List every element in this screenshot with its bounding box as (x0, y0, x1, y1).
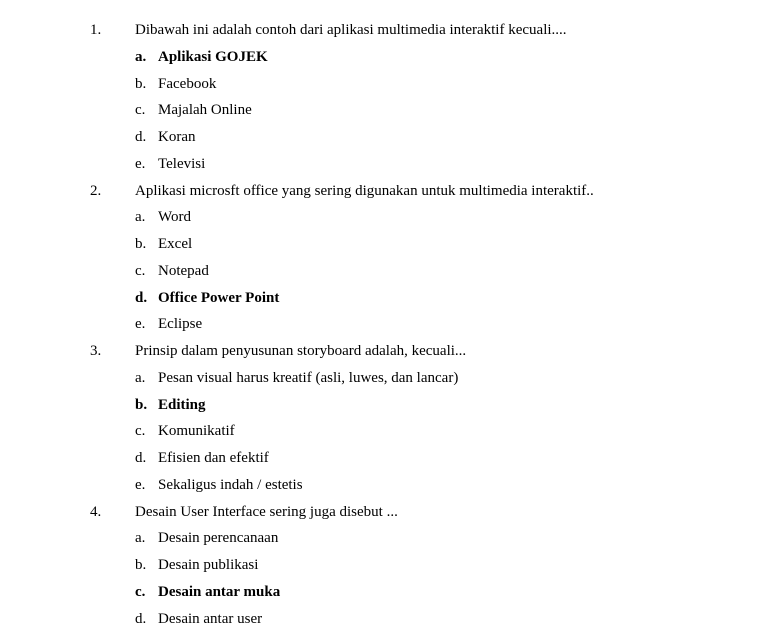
option-letter: c. (135, 579, 145, 606)
option-text: Facebook (158, 71, 216, 98)
option-letter: e. (135, 311, 145, 338)
option-1a (0, 44, 768, 71)
question-4 (0, 499, 768, 526)
option-4c (0, 579, 768, 606)
option-1e (0, 151, 768, 178)
option-letter: c. (135, 97, 145, 124)
option-text: Televisi (158, 151, 205, 178)
option-4d (0, 606, 768, 632)
option-letter: b. (135, 231, 146, 258)
option-4b (0, 552, 768, 579)
option-3c (0, 418, 768, 445)
option-text: Desain perencanaan (158, 525, 278, 552)
option-3a (0, 365, 768, 392)
option-3b (0, 392, 768, 419)
option-2b (0, 231, 768, 258)
option-letter: a. (135, 44, 146, 71)
question-2 (0, 178, 768, 205)
option-text: Komunikatif (158, 418, 235, 445)
option-text: Desain antar muka (158, 579, 280, 606)
option-letter: a. (135, 365, 145, 392)
option-letter: d. (135, 285, 147, 312)
option-letter: a. (135, 204, 145, 231)
option-letter: d. (135, 124, 146, 151)
question-3 (0, 338, 768, 365)
option-letter: b. (135, 71, 146, 98)
option-letter: e. (135, 472, 145, 499)
option-text: Pesan visual harus kreatif (asli, luwes, dan lancar) (158, 365, 458, 392)
option-text: Notepad (158, 258, 209, 285)
option-4a (0, 525, 768, 552)
question-text: Desain User Interface sering juga disebut ... (135, 499, 398, 526)
question-1 (0, 17, 768, 44)
option-letter: c. (135, 258, 145, 285)
option-text: Koran (158, 124, 196, 151)
question-number: 1. (90, 17, 101, 44)
option-1d (0, 124, 768, 151)
option-text: Majalah Online (158, 97, 252, 124)
option-2e (0, 311, 768, 338)
option-letter: e. (135, 151, 145, 178)
option-text: Eclipse (158, 311, 202, 338)
question-number: 2. (90, 178, 101, 205)
option-1c (0, 97, 768, 124)
option-text: Desain antar user (158, 606, 262, 632)
question-text: Aplikasi microsft office yang sering digunakan untuk multimedia interaktif.. (135, 178, 594, 205)
question-text: Prinsip dalam penyusunan storyboard adalah, kecuali... (135, 338, 466, 365)
option-3e (0, 472, 768, 499)
option-letter: b. (135, 392, 147, 419)
option-text: Excel (158, 231, 192, 258)
option-text: Editing (158, 392, 206, 419)
option-1b (0, 71, 768, 98)
option-letter: d. (135, 445, 146, 472)
question-number: 4. (90, 499, 101, 526)
quiz-document (0, 17, 768, 632)
question-text: Dibawah ini adalah contoh dari aplikasi multimedia interaktif kecuali.... (135, 17, 567, 44)
option-3d (0, 445, 768, 472)
option-letter: d. (135, 606, 146, 632)
option-text: Sekaligus indah / estetis (158, 472, 303, 499)
option-text: Office Power Point (158, 285, 279, 312)
option-letter: a. (135, 525, 145, 552)
option-2a (0, 204, 768, 231)
option-letter: b. (135, 552, 146, 579)
option-text: Desain publikasi (158, 552, 258, 579)
option-2c (0, 258, 768, 285)
option-text: Aplikasi GOJEK (158, 44, 268, 71)
option-2d (0, 285, 768, 312)
question-number: 3. (90, 338, 101, 365)
option-text: Efisien dan efektif (158, 445, 269, 472)
option-text: Word (158, 204, 191, 231)
option-letter: c. (135, 418, 145, 445)
